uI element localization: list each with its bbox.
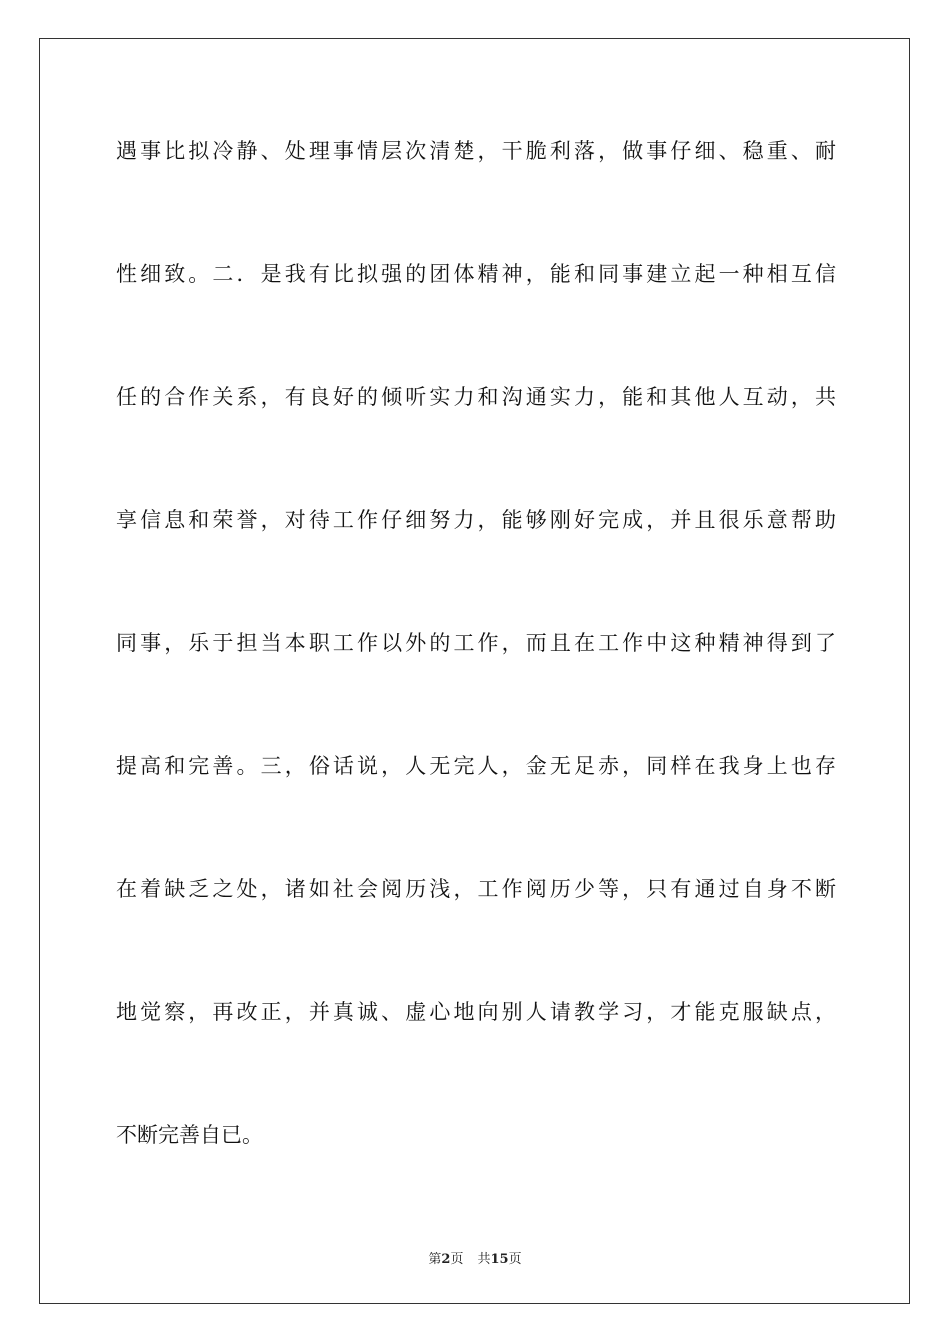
page-suffix: 页 <box>450 1252 464 1267</box>
page-prefix: 第 <box>428 1252 442 1267</box>
total-pages: 15 <box>490 1252 509 1267</box>
page-footer <box>0 1248 950 1267</box>
page-number: 2 <box>441 1252 451 1267</box>
body-text <box>116 128 836 1235</box>
text-line-1: 遇事比拟冷静、处理事情层次清楚，干脆利落，做事仔细、稳重、耐 <box>116 139 836 163</box>
text-line-9: 不断完善自已。 <box>116 1123 263 1147</box>
total-prefix: 共 <box>477 1252 491 1267</box>
text-line-6: 提高和完善。三，俗话说，人无完人，金无足赤，同样在我身上也存 <box>116 754 836 778</box>
text-line-7: 在着缺乏之处，诸如社会阅历浅，工作阅历少等，只有通过自身不断 <box>116 877 836 901</box>
text-line-4: 享信息和荣誉，对待工作仔细努力，能够刚好完成，并且很乐意帮助 <box>116 508 836 532</box>
text-line-5: 同事，乐于担当本职工作以外的工作，而且在工作中这种精神得到了 <box>116 631 836 655</box>
text-line-2: 性细致。二．是我有比拟强的团体精神，能和同事建立起一种相互信 <box>116 262 836 286</box>
text-line-3: 任的合作关系，有良好的倾听实力和沟通实力，能和其他人互动，共 <box>116 385 836 409</box>
text-line-8: 地觉察，再改正，并真诚、虚心地向别人请教学习，才能克服缺点， <box>116 1000 836 1024</box>
total-suffix: 页 <box>508 1252 522 1267</box>
